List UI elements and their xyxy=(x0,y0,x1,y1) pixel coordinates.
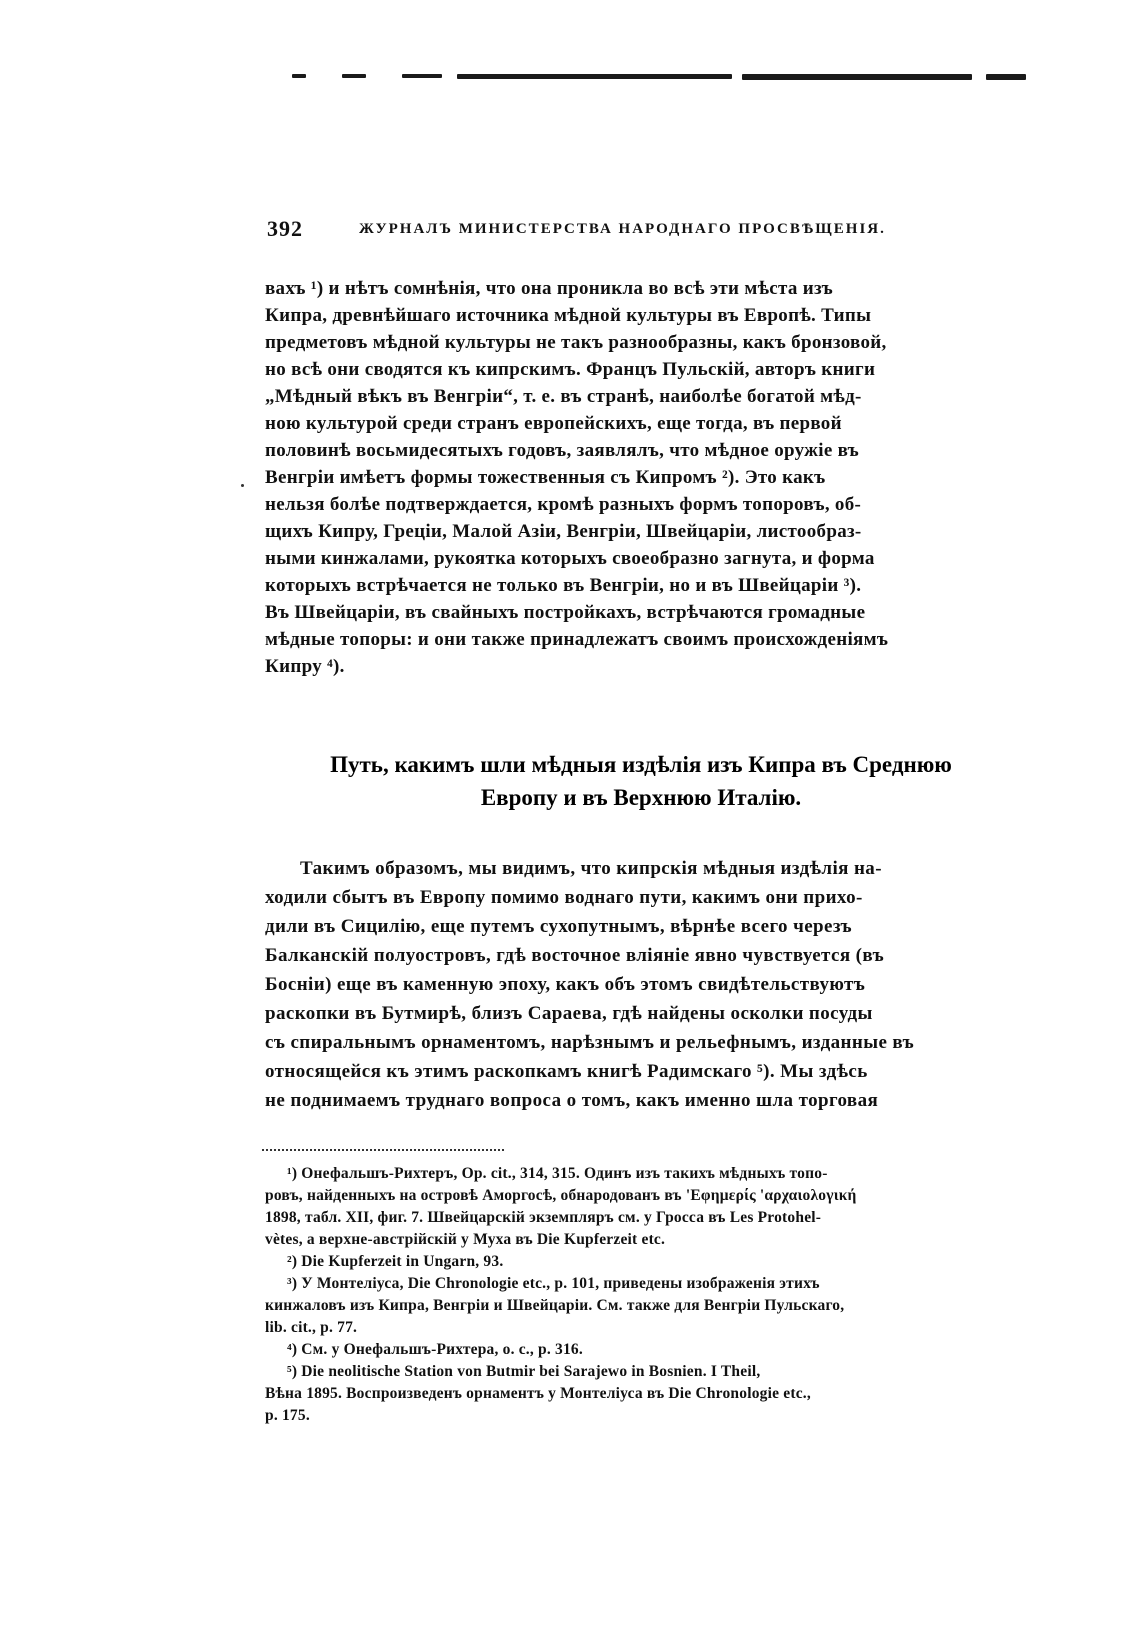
text-line: которыхъ встрѣчается не только въ Венгріи, но и въ Швейцаріи ³). xyxy=(265,575,862,596)
text-line: раскопки въ Бутмирѣ, близъ Сараева, гдѣ найдены осколки посуды xyxy=(265,1003,873,1024)
text-line: Венгріи имѣетъ формы тожественныя съ Кипромъ ²). Это какъ xyxy=(265,467,826,488)
text-line: Босніи) еще въ каменную эпоху, какъ объ этомъ свидѣтельствуютъ xyxy=(265,974,866,995)
footnote-line: ⁵) Die neolitische Station von Butmir bei Sarajewo in Bosnien. I Theil, xyxy=(287,1363,761,1380)
text-line: ходили сбытъ въ Европу помимо воднаго пути, какимъ они прихо- xyxy=(265,887,863,908)
footnote-line: кинжаловъ изъ Кипра, Венгріи и Швейцаріи. См. также для Венгріи Пульскаго, xyxy=(265,1297,845,1314)
footnote-line: ³) У Монтеліуса, Die Chronologie etc., p. 101, приведены изображенія этихъ xyxy=(287,1275,820,1292)
footnote-line: ⁴) См. у Онефальшъ-Рихтера, o. c., p. 316. xyxy=(287,1341,583,1358)
text-line: вахъ ¹) и нѣтъ сомнѣнія, что она проникла во всѣ эти мѣста изъ xyxy=(265,278,833,299)
footnote-line: vètes, а верхне-австрійскій у Муха въ Die Kupferzeit etc. xyxy=(265,1231,666,1248)
text-line: мѣдные топоры: и они также принадлежатъ своимъ происхожденіямъ xyxy=(265,629,889,650)
text-line: Въ Швейцаріи, въ свайныхъ постройкахъ, встрѣчаются громадные xyxy=(265,602,866,623)
text-line: Балканскій полуостровъ, гдѣ восточное вліяніе явно чувствуется (въ xyxy=(265,945,885,966)
text-line: ными кинжалами, рукоятка которыхъ своеобразно загнута, и форма xyxy=(265,548,875,569)
footnote-line: p. 175. xyxy=(265,1407,310,1424)
text-line: половинѣ восьмидесятыхъ годовъ, заявлялъ, что мѣдное оружіе въ xyxy=(265,440,860,461)
section-heading-line-2: Европу и въ Верхнюю Италію. xyxy=(480,785,802,810)
footnote-line: ровъ, найденныхъ на островѣ Аморгосѣ, обнародованъ въ 'Εφημερίς 'αρχαιολογική xyxy=(265,1187,857,1204)
text-line: Кипру ⁴). xyxy=(265,656,345,677)
footnote-rule xyxy=(262,1149,504,1151)
text-line: щихъ Кипру, Греціи, Малой Азіи, Венгріи, Швейцаріи, листообраз- xyxy=(265,521,862,542)
footnote-line: lib. cit., p. 77. xyxy=(265,1319,358,1336)
text-line: Такимъ образомъ, мы видимъ, что кипрскія мѣдныя издѣлія на- xyxy=(300,858,882,879)
margin-mark xyxy=(241,484,244,487)
footnote-line: ²) Die Kupferzeit in Ungarn, 93. xyxy=(287,1253,504,1270)
text-line: ною культурой среди странъ европейскихъ, еще тогда, въ первой xyxy=(265,413,842,434)
text-line: нельзя болѣе подтверждается, кромѣ разныхъ формъ топоровъ, об- xyxy=(265,494,862,515)
scan-artifact-band xyxy=(292,70,1032,84)
footnote-line: ¹) Онефальшъ-Рихтеръ, Op. cit., 314, 315. Одинъ изъ такихъ мѣдныхъ топо- xyxy=(287,1165,828,1182)
running-title: ЖУРНАЛЪ МИНИСТЕРСТВА НАРОДНАГО ПРОСВѢЩЕНІЯ. xyxy=(359,221,886,237)
text-line: но всѣ они сводятся къ кипрскимъ. Францъ Пульскій, авторъ книги xyxy=(265,359,876,380)
text-line: съ спиральнымъ орнаментомъ, нарѣзнымъ и рельефнымъ, изданные въ xyxy=(265,1032,915,1053)
text-line: „Мѣдный вѣкъ въ Венгріи“, т. е. въ странѣ, наиболѣе богатой мѣд- xyxy=(265,386,862,407)
footnote-line: Вѣна 1895. Воспроизведенъ орнаментъ у Монтеліуса въ Die Chronologie etc., xyxy=(265,1385,811,1402)
page-header xyxy=(267,218,1015,244)
text-line: Кипра, древнѣйшаго источника мѣдной культуры въ Европѣ. Типы xyxy=(265,305,872,326)
text-line: дили въ Сицилію, еще путемъ сухопутнымъ, вѣрнѣе всего черезъ xyxy=(265,916,853,937)
text-line: предметовъ мѣдной культуры не такъ разнообразны, какъ бронзовой, xyxy=(265,332,887,353)
footnote-line: 1898, табл. XII, фиг. 7. Швейцарскій экземпляръ см. у Гросса въ Les Protohel- xyxy=(265,1209,822,1226)
text-line: относящейся къ этимъ раскопкамъ книгѣ Радимскаго ⁵). Мы здѣсь xyxy=(265,1061,868,1082)
page-number: 392 xyxy=(267,216,303,241)
section-heading-line-1: Путь, какимъ шли мѣдныя издѣлія изъ Кипра въ Среднюю xyxy=(330,752,952,777)
text-line: не поднимаемъ труднаго вопроса о томъ, какъ именно шла торговая xyxy=(265,1090,879,1111)
